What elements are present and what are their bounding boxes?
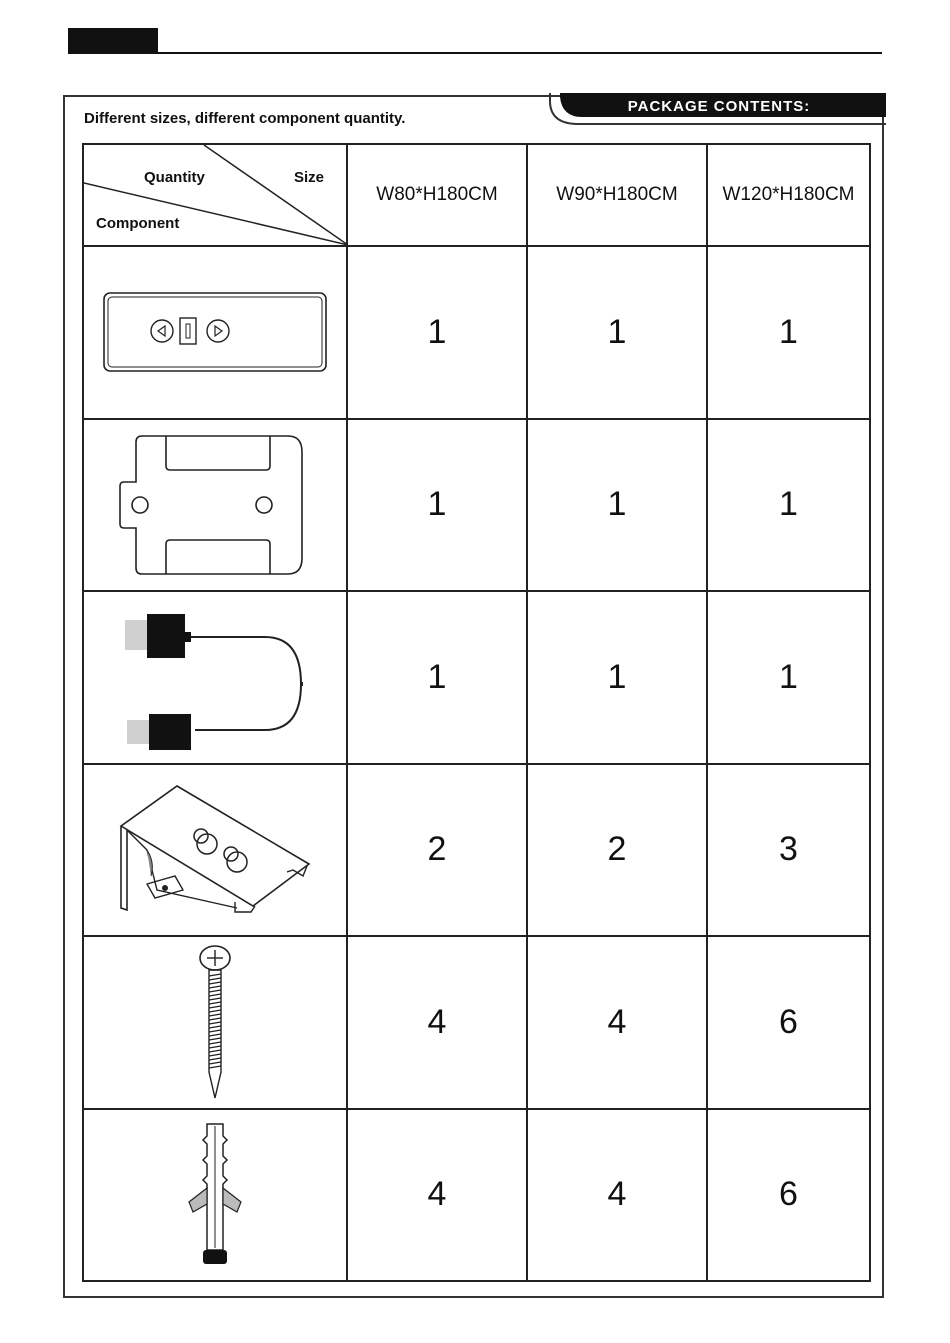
qty-w120: 6 xyxy=(707,936,870,1108)
qty-w120: 6 xyxy=(707,1109,870,1281)
table-row xyxy=(83,1109,870,1281)
table-row xyxy=(83,936,870,1108)
table-row xyxy=(83,591,870,763)
component-cell xyxy=(83,764,347,936)
component-label: Component xyxy=(96,215,180,232)
header-black-block xyxy=(68,28,158,53)
quantity-label: Quantity xyxy=(144,169,205,186)
component-cell xyxy=(83,591,347,763)
size-header-w120: W120*H180CM xyxy=(707,144,870,246)
package-contents-title: PACKAGE CONTENTS: xyxy=(627,98,811,115)
qty-w80: 1 xyxy=(347,591,527,763)
qty-w90: 1 xyxy=(527,591,707,763)
package-contents-table xyxy=(82,143,871,1282)
qty-w90: 4 xyxy=(527,1109,707,1281)
size-label: Size xyxy=(294,169,325,186)
component-cell xyxy=(83,936,347,1108)
table-header-row xyxy=(83,144,870,246)
component-cell xyxy=(83,1109,347,1281)
qty-w90: 2 xyxy=(527,764,707,936)
qty-w90: 1 xyxy=(527,246,707,418)
size-header-w80: W80*H180CM xyxy=(347,144,527,246)
corner-cell xyxy=(83,144,347,246)
table-row xyxy=(83,419,870,591)
qty-w120: 1 xyxy=(707,246,870,418)
qty-w80: 4 xyxy=(347,936,527,1108)
wall-anchor-icon xyxy=(185,1120,245,1270)
intro-text: Different sizes, different component quantity. xyxy=(84,110,406,127)
qty-w120: 3 xyxy=(707,764,870,936)
component-cell xyxy=(83,246,347,418)
header-rule xyxy=(68,52,882,54)
remote-holder-plate-icon xyxy=(118,430,312,580)
table-row xyxy=(83,764,870,936)
qty-w90: 4 xyxy=(527,936,707,1108)
size-header-w90: W90*H180CM xyxy=(527,144,707,246)
cable-connector-icon xyxy=(115,602,315,752)
component-cell xyxy=(83,419,347,591)
qty-w80: 4 xyxy=(347,1109,527,1281)
qty-w90: 1 xyxy=(527,419,707,591)
mounting-bracket-icon xyxy=(117,780,313,920)
table-row xyxy=(83,246,870,418)
screw-icon xyxy=(195,942,235,1102)
qty-w120: 1 xyxy=(707,419,870,591)
qty-w80: 1 xyxy=(347,419,527,591)
qty-w80: 1 xyxy=(347,246,527,418)
qty-w120: 1 xyxy=(707,591,870,763)
remote-control-icon xyxy=(102,291,328,373)
qty-w80: 2 xyxy=(347,764,527,936)
